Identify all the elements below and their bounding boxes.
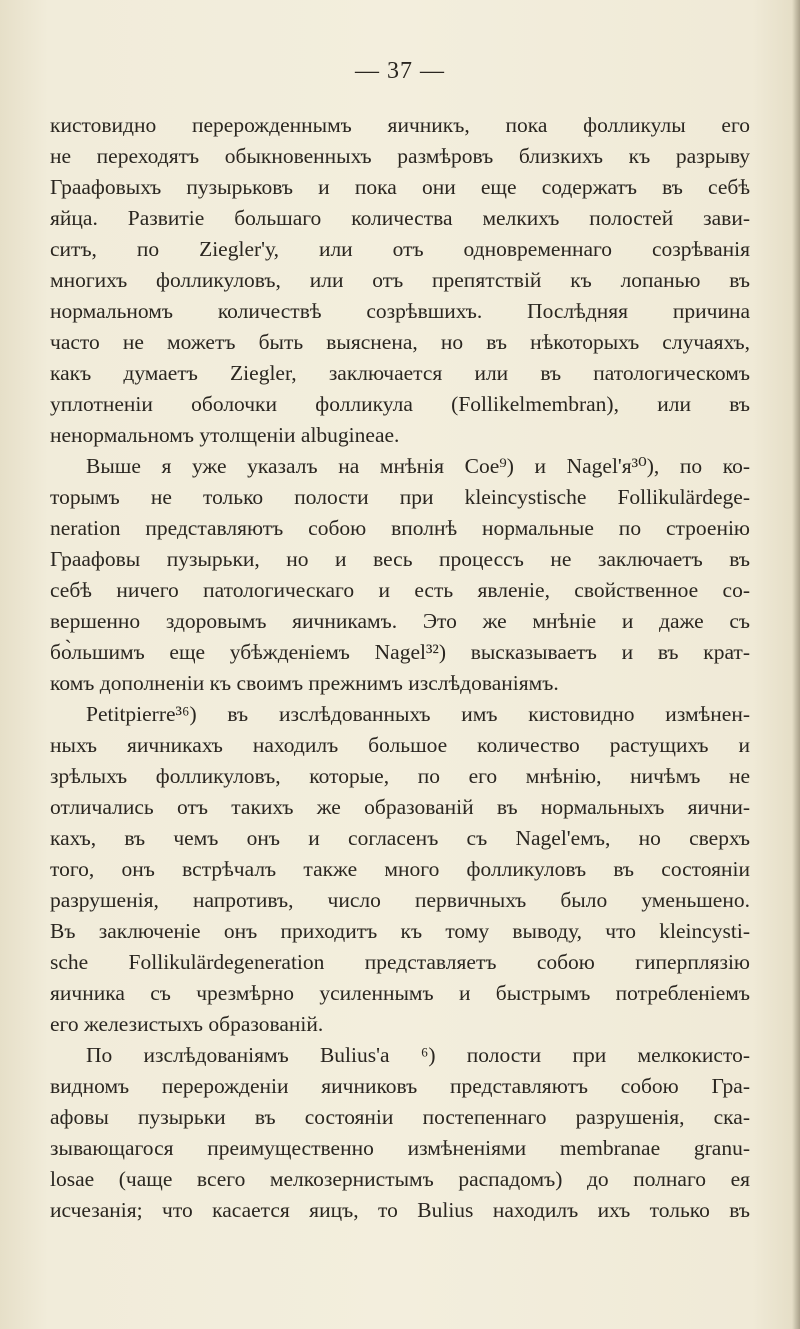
text-line: losae (чаще всего мелкозернистымъ распадомъ) до полнаго ея [50, 1167, 750, 1191]
text-line: часто не можетъ быть выяснена, но въ нѣкоторыхъ случаяхъ, [50, 330, 750, 354]
text-line: видномъ перерожденіи яичниковъ представляютъ собою Гра- [50, 1074, 750, 1098]
text-line: комъ дополненіи къ своимъ прежнимъ изслѣдованіямъ. [50, 671, 559, 695]
text-line: афовы пузырьки въ состояніи постепеннаго разрушенія, ска- [50, 1105, 750, 1129]
page-number: — 37 — [355, 58, 445, 84]
text-line: исчезанія; что касается яицъ, то Bulius находилъ ихъ только въ [50, 1198, 750, 1222]
text-line: Petitpierre³⁶) въ изслѣдованныхъ имъ кистовидно измѣнен- [86, 702, 750, 726]
text-line: не переходятъ обыкновенныхъ размѣровъ близкихъ къ разрыву [50, 144, 750, 168]
text-line: яичника съ чрезмѣрно усиленнымъ и быстрымъ потребленіемъ [50, 981, 750, 1005]
text-line: вершенно здоровымъ яичникамъ. Это же мнѣніе и даже съ [50, 609, 750, 633]
text-line: Граафовы пузырьки, но и весь процессъ не заключаетъ въ [50, 547, 750, 571]
text-line: neration представляютъ собою вполнѣ нормальные по строенію [50, 516, 750, 540]
text-line: sche Follikulärdegeneration представляетъ собою гиперплязію [50, 950, 750, 974]
text-line: ныхъ яичникахъ находилъ большое количество растущихъ и [50, 733, 750, 757]
text-line: бо̀льшимъ еще убѣжденіемъ Nagel³²) высказываетъ и въ крат- [50, 640, 750, 664]
text-line: уплотненіи оболочки фолликула (Follikelmembran), или въ [50, 392, 750, 416]
text-line: себѣ ничего патологическаго и есть явленіе, свойственное со- [50, 578, 750, 602]
text-line: Граафовыхъ пузырьковъ и пока они еще содержатъ въ себѣ [50, 175, 750, 199]
text-line: какъ думаетъ Ziegler, заключается или въ патологическомъ [50, 361, 750, 385]
text-line: его железистыхъ образованій. [50, 1012, 324, 1036]
text-line: многихъ фолликуловъ, или отъ препятствій къ лопанью въ [50, 268, 750, 292]
text-line: того, онъ встрѣчалъ также много фолликуловъ въ состояніи [50, 857, 750, 881]
text-line: зрѣлыхъ фолликуловъ, которые, по его мнѣнію, ничѣмъ не [50, 764, 750, 788]
text-line: кахъ, въ чемъ онъ и согласенъ съ Nagel'емъ, но сверхъ [50, 826, 750, 850]
text-line: Выше я уже указалъ на мнѣнія Coe⁹) и Nagel'я³⁰), по ко- [86, 454, 750, 478]
text-line: ситъ, по Ziegler'у, или отъ одновременнаго созрѣванія [50, 237, 750, 261]
text-line: По изслѣдованіямъ Bulius'а ⁶) полости при мелкокисто- [86, 1043, 750, 1067]
text-line: ненормальномъ утолщеніи albugineae. [50, 423, 400, 447]
text-line: торымъ не только полости при kleincystische Follikulärdege- [50, 485, 750, 509]
text-line: кистовидно перерожденнымъ яичникъ, пока фолликулы его [50, 113, 750, 137]
text-body [50, 110, 750, 1226]
page-edge-shadow [792, 0, 800, 1329]
text-line: отличались отъ такихъ же образованій въ нормальныхъ яични- [50, 795, 750, 819]
text-line: зывающагося преимущественно измѣненіями membranae granu- [50, 1136, 750, 1160]
text-line: яйца. Развитіе большаго количества мелкихъ полостей зави- [50, 206, 750, 230]
text-line: нормальномъ количествѣ созрѣвшихъ. Послѣдняя причина [50, 299, 750, 323]
text-line: разрушенія, напротивъ, число первичныхъ было уменьшено. [50, 888, 750, 912]
text-line: Въ заключеніе онъ приходитъ къ тому выводу, что kleincysti- [50, 919, 750, 943]
